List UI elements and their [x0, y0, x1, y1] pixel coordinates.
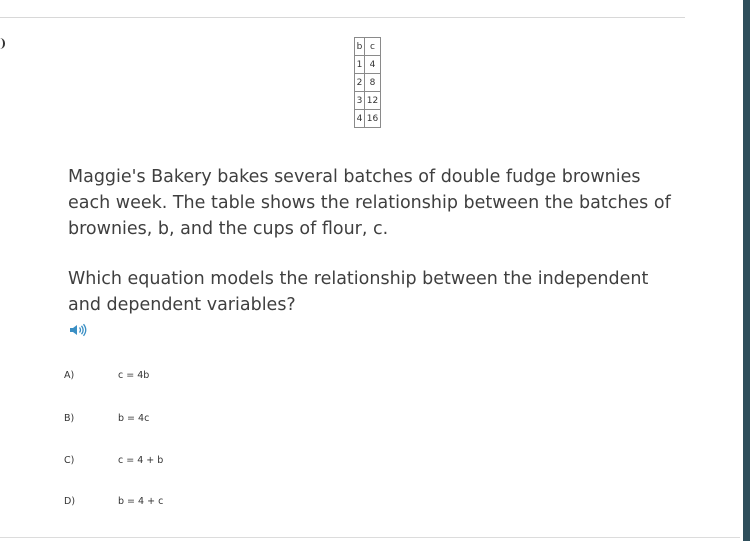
table-row: [355, 56, 381, 74]
answer-option-a[interactable]: [64, 370, 264, 390]
answer-option-b[interactable]: [64, 413, 264, 433]
read-aloud-button[interactable]: [68, 322, 94, 338]
prompt-line: Which equation models the relationship between the independent: [68, 269, 649, 289]
table-cell: 16: [365, 110, 381, 128]
question-prompt: [68, 266, 680, 318]
answer-option-c[interactable]: [64, 455, 264, 475]
bottom-divider: [0, 537, 740, 538]
option-letter: B): [64, 413, 75, 424]
table-cell: 8: [365, 74, 381, 92]
partial-edge-icon: [0, 38, 5, 49]
top-divider: [0, 17, 685, 18]
option-letter: A): [64, 370, 75, 381]
table-header-c: c: [365, 38, 381, 56]
table-row: [355, 92, 381, 110]
prompt-line: and dependent variables?: [68, 295, 296, 315]
table-cell: 3: [355, 92, 365, 110]
table-header-row: [355, 38, 381, 56]
table-row: [355, 110, 381, 128]
table-header-b: b: [355, 38, 365, 56]
option-equation: b = 4c: [118, 413, 150, 424]
question-line: Maggie's Bakery bakes several batches of double fudge brownies: [68, 167, 641, 187]
relationship-table: [354, 37, 381, 128]
table-row: [355, 74, 381, 92]
option-equation: c = 4 + b: [118, 455, 164, 466]
option-letter: D): [64, 496, 76, 507]
speaker-icon: [68, 322, 94, 338]
option-equation: c = 4b: [118, 370, 150, 381]
table-cell: 1: [355, 56, 365, 74]
table-cell: 12: [365, 92, 381, 110]
question-line: each week. The table shows the relationship between the batches of: [68, 193, 671, 213]
option-equation: b = 4 + c: [118, 496, 164, 507]
answer-option-d[interactable]: [64, 496, 264, 516]
question-line: brownies, b, and the cups of flour, c.: [68, 219, 389, 239]
question-text: [68, 164, 680, 242]
table-cell: 4: [365, 56, 381, 74]
option-letter: C): [64, 455, 75, 466]
table-cell: 2: [355, 74, 365, 92]
window-edge-strip: [743, 0, 750, 541]
table-cell: 4: [355, 110, 365, 128]
